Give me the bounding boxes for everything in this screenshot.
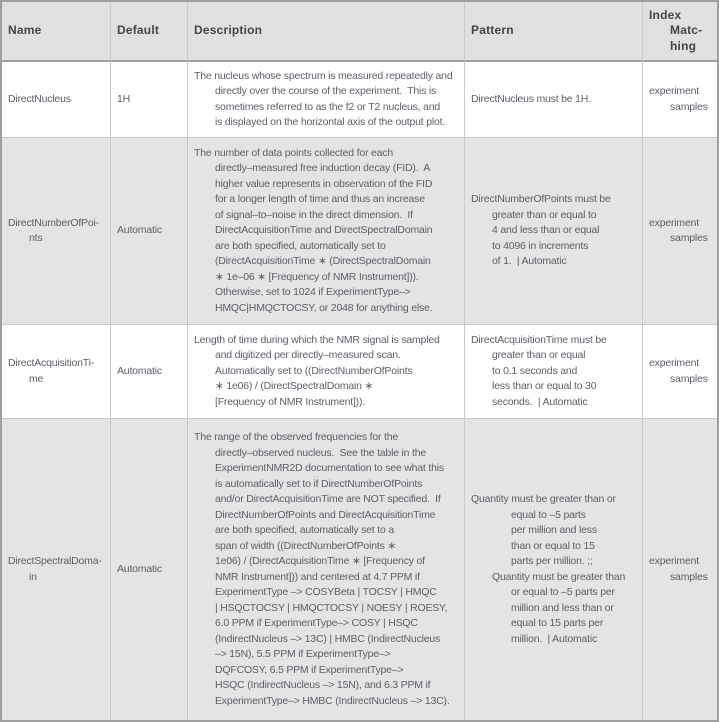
text-line: of signal–to–noise in the direct dimension. If <box>215 208 413 221</box>
text-line: sometimes referred to as the f2 or T2 nucleus, and <box>215 100 441 113</box>
text-line: me <box>29 372 44 385</box>
text-line: DirectAcquisitionTime must be <box>471 333 607 346</box>
text-line: per million and less <box>511 524 597 536</box>
text-line: Automatic <box>117 562 162 575</box>
text-line: DirectSpectralDoma- <box>8 555 102 567</box>
text-line: equal to –5 parts <box>511 508 586 521</box>
text-line: –> 15N), 5.5 PPM if ExperimentType–> <box>215 648 391 660</box>
cell-index-matching <box>643 325 717 419</box>
text-line: Length of time during which the NMR signal is sampled <box>194 333 440 346</box>
text-line: 1H <box>117 92 131 105</box>
text-line: samples <box>670 570 708 583</box>
cell-name <box>2 419 111 720</box>
text-line: 4 and less than or equal <box>492 224 600 237</box>
cell-description <box>188 138 465 325</box>
text-line: nts <box>29 232 43 244</box>
text-line: in <box>29 570 37 583</box>
text-line: and digitized per directly–measured scan. <box>215 349 401 362</box>
header-cell-name <box>2 2 111 62</box>
text-line: are both specified, automatically set to <box>215 239 386 252</box>
text-line: is displayed on the horizontal axis of the output plot. <box>215 116 446 128</box>
cell-default <box>111 62 188 138</box>
text-line: greater than or equal to <box>492 208 597 221</box>
column-header-label: Matc- <box>670 23 703 38</box>
text-line: HSQC (IndirectNucleus –> 15N), and 6.3 PPM if <box>215 679 431 691</box>
text-line: are both specified, automatically set to a <box>215 524 394 536</box>
text-line: experiment <box>649 216 699 229</box>
cell-name <box>2 138 111 325</box>
header-cell-index-matching <box>643 2 717 62</box>
text-line: higher value represents in observation of the FID <box>215 177 433 190</box>
header-cell-description <box>188 2 465 62</box>
text-line: Automatic <box>117 224 162 237</box>
text-line: NMR Instrument])) and centered at 4.7 PPM if <box>215 570 420 583</box>
text-line: (IndirectNucleus –> 13C) | HMBC (IndirectNucleus <box>215 632 441 645</box>
text-line: (DirectAcquisitionTime ∗ (DirectSpectralDomain <box>215 255 431 268</box>
text-line: DirectAcquisitionTime and DirectSpectralDomain <box>215 224 433 237</box>
text-line: ExperimentType –> COSYBeta | TOCSY | HMQC <box>215 586 437 598</box>
cell-index-matching <box>643 62 717 138</box>
text-line: equal to 15 parts per <box>511 617 604 629</box>
cell-pattern <box>465 419 643 720</box>
text-line: DQFCOSY, 6.5 PPM if ExperimentType–> <box>215 663 404 676</box>
text-line: 1e06) / (DirectAcquisitionTime ∗ [Frequency of <box>215 555 425 567</box>
cell-default <box>111 138 188 325</box>
column-header-label: Name <box>8 23 42 38</box>
text-line: span of width ((DirectNumberOfPoints ∗ <box>215 539 396 552</box>
cell-pattern <box>465 138 643 325</box>
text-line: samples <box>670 232 708 244</box>
cell-index-matching <box>643 419 717 720</box>
text-line: for a longer length of time and thus an increase <box>215 193 425 206</box>
text-line: directly–observed nucleus. See the table in the <box>215 446 427 459</box>
text-line: million and less than or <box>511 601 614 614</box>
text-line: Automatic <box>117 364 162 377</box>
column-header-label: Description <box>194 23 263 38</box>
cell-default <box>111 325 188 419</box>
text-line: parts per million. ;; <box>511 555 593 567</box>
text-line: Quantity must be greater than <box>492 570 626 583</box>
text-line: experiment <box>649 555 699 567</box>
text-line: DirectNumberOfPoints and DirectAcquisitionTime <box>215 508 436 521</box>
cell-pattern <box>465 62 643 138</box>
text-line: less than or equal to 30 <box>492 380 597 393</box>
text-line: and/or DirectAcquisitionTime are NOT specified. If <box>215 493 441 505</box>
cell-default <box>111 419 188 720</box>
text-line: experiment <box>649 357 699 369</box>
text-line: DirectNucleus <box>8 92 71 105</box>
text-line: DirectAcquisitionTi- <box>8 357 95 369</box>
text-line: directly over the course of the experiment. This is <box>215 85 437 97</box>
text-line: DirectNumberOfPoints must be <box>471 193 611 206</box>
header-cell-default <box>111 2 188 62</box>
cell-pattern <box>465 325 643 419</box>
text-line: samples <box>670 372 708 385</box>
text-line: ExperimentType–> HMBC (IndirectNucleus –> 13C). <box>215 694 450 707</box>
text-line: Quantity must be greater than or <box>471 493 616 505</box>
text-line: to 0.1 seconds and <box>492 364 578 377</box>
header-cell-pattern <box>465 2 643 62</box>
column-header-label: Default <box>117 23 160 38</box>
text-line: experiment <box>649 85 699 97</box>
column-header-label: Index <box>649 7 682 22</box>
column-header-label: hing <box>670 38 697 53</box>
text-line: ExperimentNMR2D documentation to see what this <box>215 462 444 474</box>
text-line: The number of data points collected for each <box>194 146 393 159</box>
cell-index-matching <box>643 138 717 325</box>
text-line: of 1. | Automatic <box>492 255 567 268</box>
text-line: The nucleus whose spectrum is measured repeatedly and <box>194 69 453 82</box>
cell-description <box>188 62 465 138</box>
text-line: Otherwise, set to 1024 if ExperimentType–> <box>215 286 411 299</box>
text-line: directly–measured free induction decay (FID). A <box>215 162 431 175</box>
text-line: ∗ 1e06) / (DirectSpectralDomain ∗ <box>215 380 374 393</box>
column-header-label: Pattern <box>471 23 514 38</box>
text-line: 6.0 PPM if ExperimentType–> COSY | HSQC <box>215 617 418 629</box>
text-line: is automatically set to if DirectNumberOfPoints <box>215 477 423 490</box>
text-line: million. | Automatic <box>511 632 598 645</box>
text-line: HMQC|HMQCTOCSY, or 2048 for anything else. <box>215 301 433 314</box>
text-line: to 4096 in increments <box>492 239 589 252</box>
text-line: samples <box>670 100 708 113</box>
cell-name <box>2 325 111 419</box>
text-line: [Frequency of NMR Instrument])). <box>215 395 365 408</box>
text-line: DirectNucleus must be 1H. <box>471 92 591 105</box>
text-line: Automatically set to ((DirectNumberOfPoints <box>215 364 413 377</box>
text-line: ∗ 1e–06 ∗ [Frequency of NMR Instrument])). <box>215 270 419 283</box>
cell-description <box>188 325 465 419</box>
text-line: greater than or equal <box>492 349 586 362</box>
text-line: seconds. | Automatic <box>492 395 588 408</box>
cell-description <box>188 419 465 720</box>
cell-name <box>2 62 111 138</box>
text-line: or equal to –5 parts per <box>511 586 615 598</box>
text-line: | HSQCTOCSY | HMQCTOCSY | NOESY | ROESY, <box>215 601 448 614</box>
text-line: than or equal to 15 <box>511 539 595 552</box>
text-line: DirectNumberOfPoi- <box>8 216 99 229</box>
text-line: The range of the observed frequencies for the <box>194 431 399 443</box>
